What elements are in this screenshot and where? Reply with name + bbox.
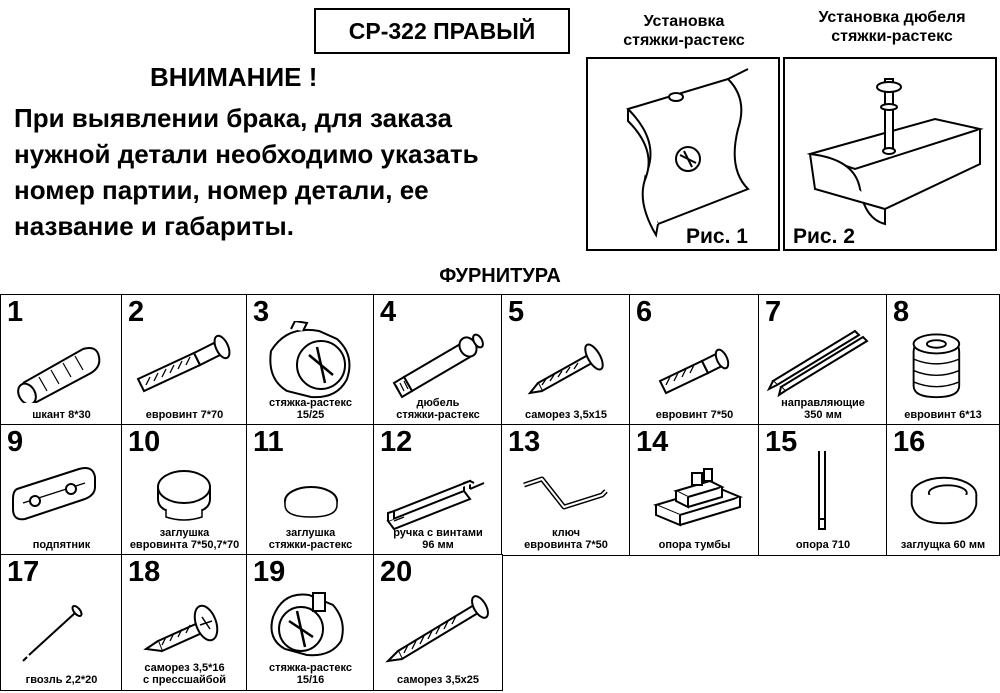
part-cell <box>373 554 503 691</box>
install-caption-line: стяжки-растекс <box>623 32 745 49</box>
part-number: 20 <box>380 556 413 588</box>
hex-key-icon <box>502 451 622 533</box>
part-cell <box>501 294 631 426</box>
part-cell <box>246 554 375 691</box>
screw-cap-icon <box>122 451 242 533</box>
part-label: заглущка 60 мм <box>900 539 986 551</box>
wood-screw-icon <box>502 321 622 403</box>
warning-line: название и габариты. <box>14 211 294 241</box>
part-number: 2 <box>128 296 145 328</box>
drawer-rails-icon <box>759 321 879 403</box>
part-cell <box>246 424 375 556</box>
euroscrew-short-icon <box>630 321 750 403</box>
part-cell <box>501 424 631 556</box>
part-label: шкант 8*30 <box>32 409 91 421</box>
dowel-icon <box>1 321 121 403</box>
part-number: 15 <box>765 426 798 458</box>
part-label: стяжка-растекс 15/25 <box>269 397 352 421</box>
part-number: 17 <box>7 556 40 588</box>
part-cell <box>121 294 248 426</box>
part-number: 19 <box>253 556 286 588</box>
support-rod-icon <box>759 451 879 533</box>
euroscrew-icon <box>122 321 242 403</box>
part-cell <box>758 424 888 556</box>
part-label: евровинт 7*70 <box>145 409 224 421</box>
cam-lock-small-icon <box>247 581 367 663</box>
part-cell <box>886 294 1000 426</box>
cam-dowel-icon <box>374 321 494 403</box>
part-number: 14 <box>636 426 669 458</box>
part-cell <box>0 554 123 691</box>
part-number: 13 <box>508 426 541 458</box>
part-cell <box>886 424 1000 556</box>
washer-screw-icon <box>122 581 242 663</box>
warning-line: номер партии, номер детали, ее <box>14 175 429 205</box>
part-label: ручка с винтами 96 мм <box>393 527 483 551</box>
cabinet-support-icon <box>630 451 750 533</box>
long-screw-icon <box>374 581 494 663</box>
part-label: направляющие 350 мм <box>781 397 865 421</box>
part-label: заглушка евровинта 7*50,7*70 <box>129 527 240 551</box>
part-number: 8 <box>893 296 910 328</box>
part-number: 7 <box>765 296 782 328</box>
part-cell <box>0 424 123 556</box>
part-number: 16 <box>893 426 926 458</box>
insert-nut-icon <box>887 321 1000 403</box>
part-number: 12 <box>380 426 413 458</box>
part-label: саморез 3,5х25 <box>396 674 480 686</box>
install-caption-line: стяжки-растекс <box>831 28 953 45</box>
part-cell <box>373 424 503 556</box>
install-caption-line: Установка дюбеля <box>818 9 966 26</box>
part-label: ключ евровинта 7*50 <box>524 527 608 551</box>
warning-text <box>14 100 594 244</box>
warning-line: При выявлении брака, для заказа <box>14 103 452 133</box>
part-number: 3 <box>253 296 270 328</box>
part-cell <box>373 294 503 426</box>
part-cell <box>121 554 248 691</box>
cam-cap-icon <box>247 451 367 533</box>
part-label: опора тумбы <box>658 539 731 551</box>
part-label: дюбель стяжки-растекс <box>396 397 480 421</box>
part-label: евровинт 6*13 <box>904 409 982 421</box>
part-cell <box>629 294 760 426</box>
install-caption-line: Установка <box>643 13 725 30</box>
warning-line: нужной детали необходимо указать <box>14 139 479 169</box>
part-number: 1 <box>7 296 24 328</box>
install-caption-1 <box>588 12 780 50</box>
part-number: 11 <box>253 426 284 458</box>
part-number: 18 <box>128 556 161 588</box>
dowel-install-illustration <box>785 59 995 249</box>
figure-2 <box>783 57 997 251</box>
part-cell <box>246 294 375 426</box>
handle-icon <box>374 451 494 533</box>
part-label: опора 710 <box>795 539 851 551</box>
part-cell <box>629 424 760 556</box>
part-number: 4 <box>380 296 397 328</box>
part-cell <box>0 294 123 426</box>
part-cell <box>758 294 888 426</box>
part-label: саморез 3,5*16 с прессшайбой <box>142 662 227 686</box>
cam-install-illustration <box>588 59 778 249</box>
part-number: 5 <box>508 296 525 328</box>
part-label: гвозль 2,2*20 <box>25 674 98 686</box>
part-number: 10 <box>128 426 161 458</box>
part-label: подпятник <box>32 539 91 551</box>
figure-1-label: Рис. 1 <box>686 225 748 248</box>
nail-icon <box>1 581 121 663</box>
cam-lock-icon <box>247 321 367 403</box>
section-title: ФУРНИТУРА <box>439 265 561 287</box>
part-number: 6 <box>636 296 653 328</box>
part-label: саморез 3,5х15 <box>524 409 608 421</box>
part-label: заглушка стяжки-растекс <box>268 527 353 551</box>
figure-2-label: Рис. 2 <box>793 225 855 248</box>
glide-pad-icon <box>1 451 121 533</box>
model-title: СР-322 ПРАВЫЙ <box>314 8 570 54</box>
part-label: стяжка-растекс 15/16 <box>269 662 352 686</box>
part-cell <box>121 424 248 556</box>
install-caption-2 <box>786 8 998 46</box>
part-label: евровинт 7*50 <box>655 409 734 421</box>
figure-1 <box>586 57 780 251</box>
part-number: 9 <box>7 426 24 458</box>
grommet-icon <box>887 451 1000 533</box>
warning-title: ВНИМАНИЕ ! <box>150 62 318 92</box>
